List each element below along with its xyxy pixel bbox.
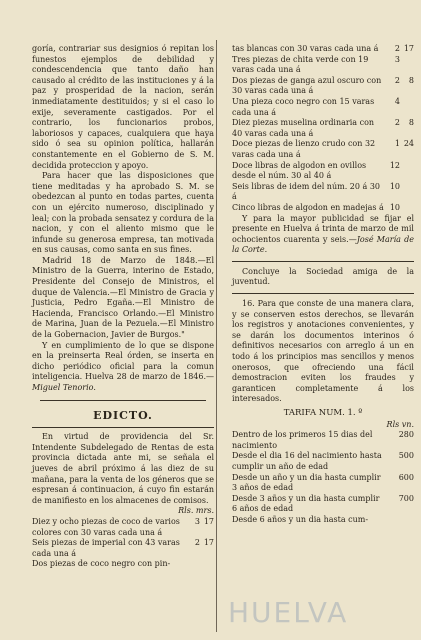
item-reales: 12 xyxy=(389,160,400,170)
list-item xyxy=(32,517,214,538)
list-item xyxy=(232,44,414,55)
tarifa-currency: Rls vn. xyxy=(386,419,414,429)
intro-paragraph: goría, contrariar sus designios ó repitan los funestos ejemplos de debilidad y condescendencia que tanto daño han causado al crédito de las instituciones y á la paz y prosperidad de la nacion, serán inmediatamente destituidos; y si el caso lo exije, severamente castigados. Por el contrario, los funcionarios probos, laboriosos y capaces, cualquiera que haya sido ó sea su opinion política, hallarán constantemente en el Gobierno de S. M. decidida proteccion y apoyo. xyxy=(32,44,214,170)
closing-paragraph xyxy=(232,214,414,256)
tarifa-value: 700 xyxy=(398,493,414,503)
tarifa-row xyxy=(232,451,414,472)
item-maravedis xyxy=(400,55,414,76)
tarifa-value xyxy=(386,515,414,526)
item-reales: 2 xyxy=(394,75,400,85)
tarifa-row xyxy=(232,515,414,526)
watermark-text: HUELVA xyxy=(228,596,349,629)
item-maravedis xyxy=(400,161,414,182)
item-reales: 2 xyxy=(394,118,400,128)
right-column xyxy=(232,44,414,526)
item-maravedis xyxy=(400,182,414,203)
item-reales: 1 xyxy=(394,139,400,149)
list-item xyxy=(232,55,414,76)
list-item xyxy=(232,161,414,182)
tarifa-description: Desde 3 años y un dia hasta cumplir 6 años de edad xyxy=(232,493,380,514)
tarifa-row xyxy=(232,473,414,494)
list-item xyxy=(232,97,414,118)
list-item xyxy=(32,559,214,570)
tarifa-row xyxy=(232,430,414,451)
tarifa-title: TARIFA NUM. 1. º xyxy=(283,408,363,418)
item-description: Doce libras de algodon en ovillos desde el núm. 30 al 40 á xyxy=(232,160,367,181)
compliance-signature: Miguel Tenorio. xyxy=(32,383,96,392)
item-description: Cinco libras de algodon en madejas á xyxy=(232,202,384,212)
item-maravedis: 8 xyxy=(408,118,414,128)
item-maravedis: 8 xyxy=(408,75,414,85)
item-reales: 3 xyxy=(394,54,400,64)
tarifa-description: Desde el dia 16 del nacimiento hasta cumplir un año de edad xyxy=(232,451,382,471)
item-description: Dos piezas de coco negro con pin- xyxy=(32,559,171,569)
compliance-text: Y en cumplimiento de lo que se dispone en la preinserta Real órden, se inserta en dicho periódico oficial para la comun inteligencia. Huelva 28 de marzo de 1846.— xyxy=(32,340,214,382)
list-item xyxy=(232,76,414,97)
society-heading: Concluye la Sociedad amiga de la juventud. xyxy=(232,266,414,287)
closing-signature: José María de la Corte. xyxy=(232,234,415,255)
item-description: Diez y ocho piezas de coco de varios colores con 30 varas cada una á xyxy=(32,516,180,537)
divider xyxy=(232,261,414,262)
item-description: Dos piezas de ganga azul oscuro con 30 varas cada una á xyxy=(232,75,382,96)
item-reales xyxy=(186,559,200,570)
tarifa-value: 500 xyxy=(398,451,414,461)
item-maravedis: 17 xyxy=(203,538,214,548)
item-reales: 10 xyxy=(389,202,400,212)
decree-paragraph: Para hacer que las disposiciones que tiene meditadas y ha aprobado S. M. se obedezcan al punto en todas partes, cuenta con un ejército numeroso, disciplinado y leal; con la probada sensatez y cordura de la nacion, y con el aliento mismo que le infunde su generosa empresa, tan motivada en sus causas, como santa en sus fines. xyxy=(32,171,214,255)
currency-header: Rls. mrs. xyxy=(178,506,214,516)
item-description: tas blancas con 30 varas cada una á xyxy=(232,44,379,53)
item-reales: 4 xyxy=(394,96,400,106)
closing-text: Y para la mayor publicidad se fijar el presente en Huelva á trinta de marzo de mil ochocientos cuarenta y seis.— xyxy=(232,213,414,244)
compliance-paragraph xyxy=(32,341,214,394)
signatures-paragraph: Madrid 18 de Marzo de 1848.—El Ministro de la Guerra, interino de Estado, Presidente del Consejo de Ministros, el duque de Valencia.—El Ministro de Gracia y Justicia, Pedro Egaña.—El Ministro de Hacienda, Francisco Orlando.—El Ministro de Marina, Juan de la Pezuela.—El Ministro de la Gobernacion, Javier de Burgos." xyxy=(32,255,214,340)
tarifa-description: Dentro de los primeros 15 dias del nacimiento xyxy=(232,430,373,450)
tarifa-row xyxy=(232,494,414,515)
item-description: Doce piezas de lienzo crudo con 32 varas cada una á xyxy=(232,139,376,159)
item-maravedis: 17 xyxy=(203,516,214,526)
item-maravedis xyxy=(400,203,414,214)
item-description: Seis piezas de imperial con 43 varas cada una á xyxy=(32,538,180,558)
item-maravedis: 24 xyxy=(403,139,414,149)
list-item xyxy=(232,182,414,203)
item-maravedis: 17 xyxy=(403,44,414,53)
list-item xyxy=(232,139,414,160)
edicto-text: En virtud de providencia del Sr. Intendente Subdelegado de Rentas de esta provincia dictada ante mi, se señala el jueves de abril próximo á las diez de su mañana, para la venta de los géneros que se espresan á continuacion, á cuyo fin estarán de manifiesto en los almacenes de comisos. xyxy=(32,432,214,505)
tarifa-value: 600 xyxy=(398,472,414,482)
tarifa-description: Desde 6 años y un dia hasta cum- xyxy=(232,514,369,524)
item-reales: 10 xyxy=(389,181,400,191)
item-maravedis xyxy=(400,97,414,118)
edicto-title: EDICTO. xyxy=(93,408,153,422)
item-description: Una pieza coco negro con 15 varas cada una á xyxy=(232,96,375,117)
item-description: Tres piezas de chita verde con 19 varas cada una á xyxy=(232,54,369,75)
left-column xyxy=(32,44,214,570)
divider xyxy=(40,400,206,401)
item-reales: 2 xyxy=(394,44,400,53)
article-16: 16. Para que conste de una manera clara, y se conserven estos derechos, se llevarán los registros y anotaciones convenientes, y se darán los documentos interinos ó definitivos necesarios con arreglo á un en todo á los principios mas sencillos y menos onerosos, que ofreciendo una fácil demostracion eviten los fraudes y garanticen completamente á los interesados. xyxy=(232,299,414,404)
tarifa-value: 280 xyxy=(398,430,414,440)
item-reales: 3 xyxy=(194,516,200,526)
list-item xyxy=(232,118,414,139)
item-maravedis xyxy=(200,559,214,570)
list-item xyxy=(32,538,214,559)
list-item xyxy=(232,203,414,214)
column-divider xyxy=(216,40,217,632)
divider xyxy=(232,293,414,294)
divider xyxy=(32,427,214,428)
item-description: Diez piezas muselina ordinaria con 40 varas cada una á xyxy=(232,118,375,138)
item-description: Seis libras de idem del núm. 20 á 30 á xyxy=(232,181,380,202)
item-reales: 2 xyxy=(194,538,200,548)
tarifa-description: Desde un año y un dia hasta cumplir 3 años de edad xyxy=(232,472,381,493)
